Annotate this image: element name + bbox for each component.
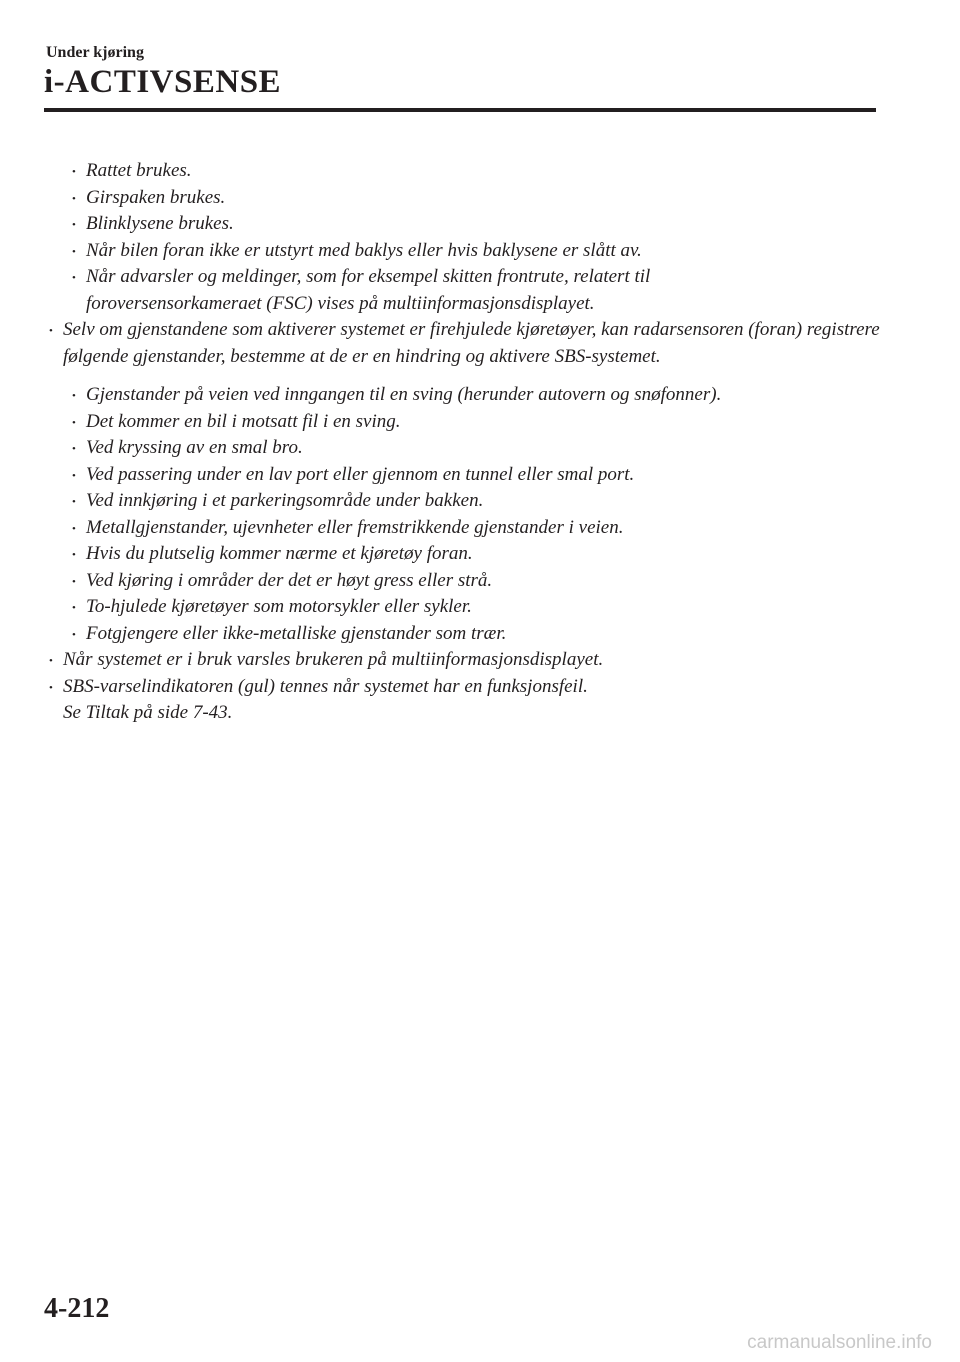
list-item: • Fotgjengere eller ikke-metalliske gjenstander som trær.: [0, 621, 900, 648]
list-item: • Ved kryssing av en smal bro.: [0, 435, 900, 462]
page-content: [0, 158, 900, 727]
watermark: carmanualsonline.info: [747, 1332, 932, 1353]
page-number: 4-212: [44, 1293, 110, 1324]
page-title: i-ACTIVSENSE: [44, 64, 282, 100]
list-item: • To-hjulede kjøretøyer som motorsykler eller sykler.: [0, 594, 900, 621]
sublist-top: [0, 158, 900, 317]
main-list-end: [0, 647, 900, 727]
list-item: • Ved kjøring i områder der det er høyt gress eller strå.: [0, 568, 900, 595]
list-item: • Ved innkjøring i et parkeringsområde under bakken.: [0, 488, 900, 515]
list-item: • Det kommer en bil i motsatt fil i en sving.: [0, 409, 900, 436]
list-item-warning: [0, 674, 900, 727]
list-item-display: • Når systemet er i bruk varsles brukeren på multiinformasjonsdisplayet.: [0, 647, 900, 674]
page-reference: Se Tiltak på side 7-43.: [63, 702, 233, 723]
warning-text: SBS-varselindikatoren (gul) tennes når systemet har en funksjonsfeil.: [63, 675, 588, 697]
list-item-objects: • Selv om gjenstandene som aktiverer systemet er firehjulede kjøretøyer, kan radarsensoren (foran) registrere følgende gjenstander, bestemme at de er en hindring og aktivere SBS-systemet.: [0, 317, 883, 370]
sublist-objects: [0, 382, 900, 647]
list-item: • Blinklysene brukes.: [0, 211, 900, 238]
section-label: Under kjøring: [46, 44, 144, 61]
list-item: • Hvis du plutselig kommer nærme et kjøretøy foran.: [0, 541, 900, 568]
list-item: • Girspaken brukes.: [0, 185, 900, 212]
list-item: • Når advarsler og meldinger, som for eksempel skitten frontrute, relatert til foroversensorkameraet (FSC) vises på multiinformasjonsdisplayet.: [0, 264, 766, 317]
list-item: • Gjenstander på veien ved inngangen til en sving (herunder autovern og snøfonner).: [0, 382, 900, 409]
list-item: • Når bilen foran ikke er utstyrt med baklys eller hvis baklysene er slått av.: [0, 238, 900, 265]
title-divider: [44, 108, 876, 112]
list-item: • Metallgjenstander, ujevnheter eller fremstrikkende gjenstander i veien.: [0, 515, 900, 542]
list-item: • Ved passering under en lav port eller gjennom en tunnel eller smal port.: [0, 462, 900, 489]
list-item: • Rattet brukes.: [0, 158, 900, 185]
main-list: [0, 317, 900, 370]
